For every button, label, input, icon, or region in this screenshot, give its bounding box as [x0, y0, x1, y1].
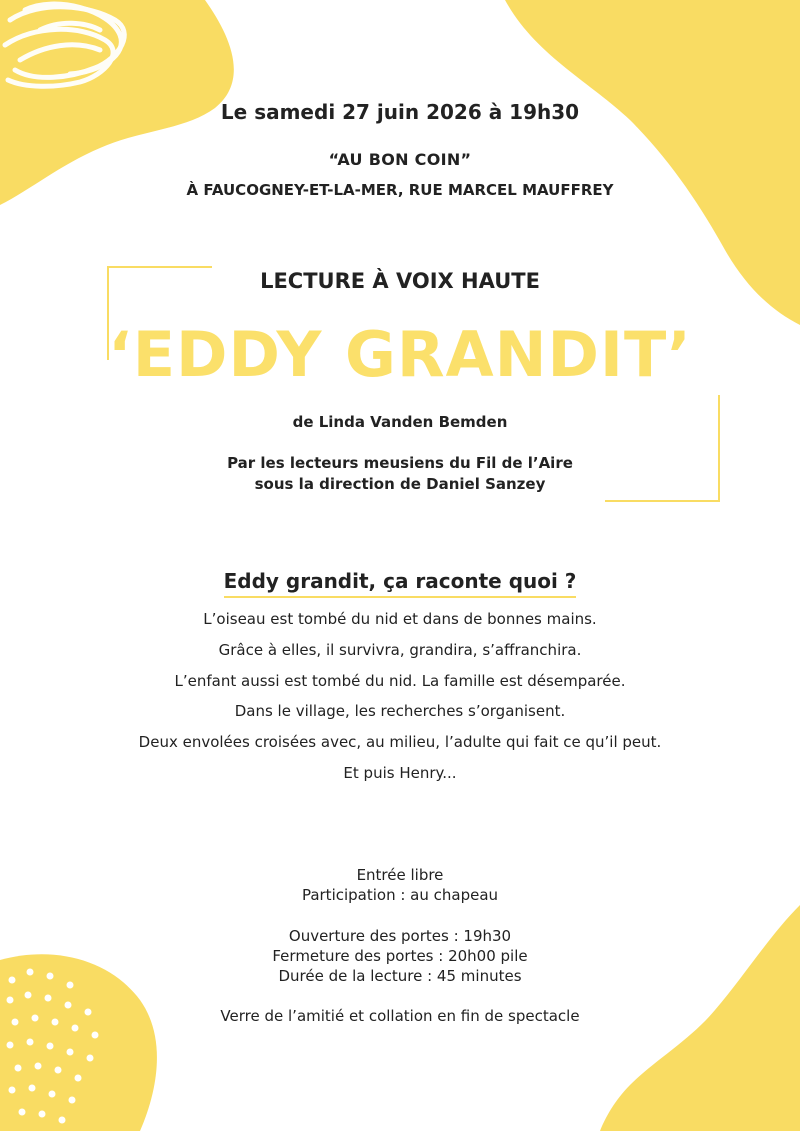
show-title: ‘EDDY GRANDIT’ [108, 318, 692, 391]
closing-note [0, 1006, 800, 1026]
credits-line: sous la direction de Daniel Sanzey [254, 475, 546, 493]
show-credits [0, 453, 800, 495]
event-address: À FAUCOGNEY-ET-LA-MER, RUE MARCEL MAUFFREY [186, 181, 614, 199]
synopsis-line: Deux envolées croisées avec, au milieu, l’adulte qui fait ce qu’il peut. [138, 733, 662, 752]
synopsis-line: L’oiseau est tombé du nid et dans de bonnes mains. [203, 610, 597, 628]
synopsis-body [0, 604, 800, 789]
synopsis-line: Grâce à elles, il survivra, grandira, s’affranchira. [218, 640, 582, 659]
synopsis-line: Dans le village, les recherches s’organisent. [234, 702, 566, 721]
show-kicker: LECTURE À VOIX HAUTE [260, 269, 540, 293]
entry-text: Entrée libre [356, 866, 444, 884]
synopsis-line: L’enfant aussi est tombé du nid. La famille est désemparée. [174, 671, 626, 690]
synopsis-heading: Eddy grandit, ça raconte quoi ? [224, 569, 577, 598]
duration-text: Durée de la lecture : 45 minutes [278, 967, 522, 985]
doors-open-text: Ouverture des portes : 19h30 [288, 927, 512, 945]
synopsis-line: Et puis Henry... [343, 763, 457, 782]
credits-line: Par les lecteurs meusiens du Fil de l’Aire [227, 454, 573, 472]
event-date-time: Le samedi 27 juin 2026 à 19h30 [220, 100, 580, 124]
closing-note-text: Verre de l’amitié et collation en fin de spectacle [220, 1007, 580, 1025]
entry-info [0, 865, 800, 905]
event-venue: “AU BON COIN” [328, 150, 472, 169]
synopsis-heading-wrap [0, 569, 800, 598]
schedule-info [0, 926, 800, 986]
participation-text: Participation : au chapeau [301, 886, 499, 904]
show-author: de Linda Vanden Bemden [292, 413, 508, 431]
doors-close-text: Fermeture des portes : 20h00 pile [272, 947, 528, 965]
